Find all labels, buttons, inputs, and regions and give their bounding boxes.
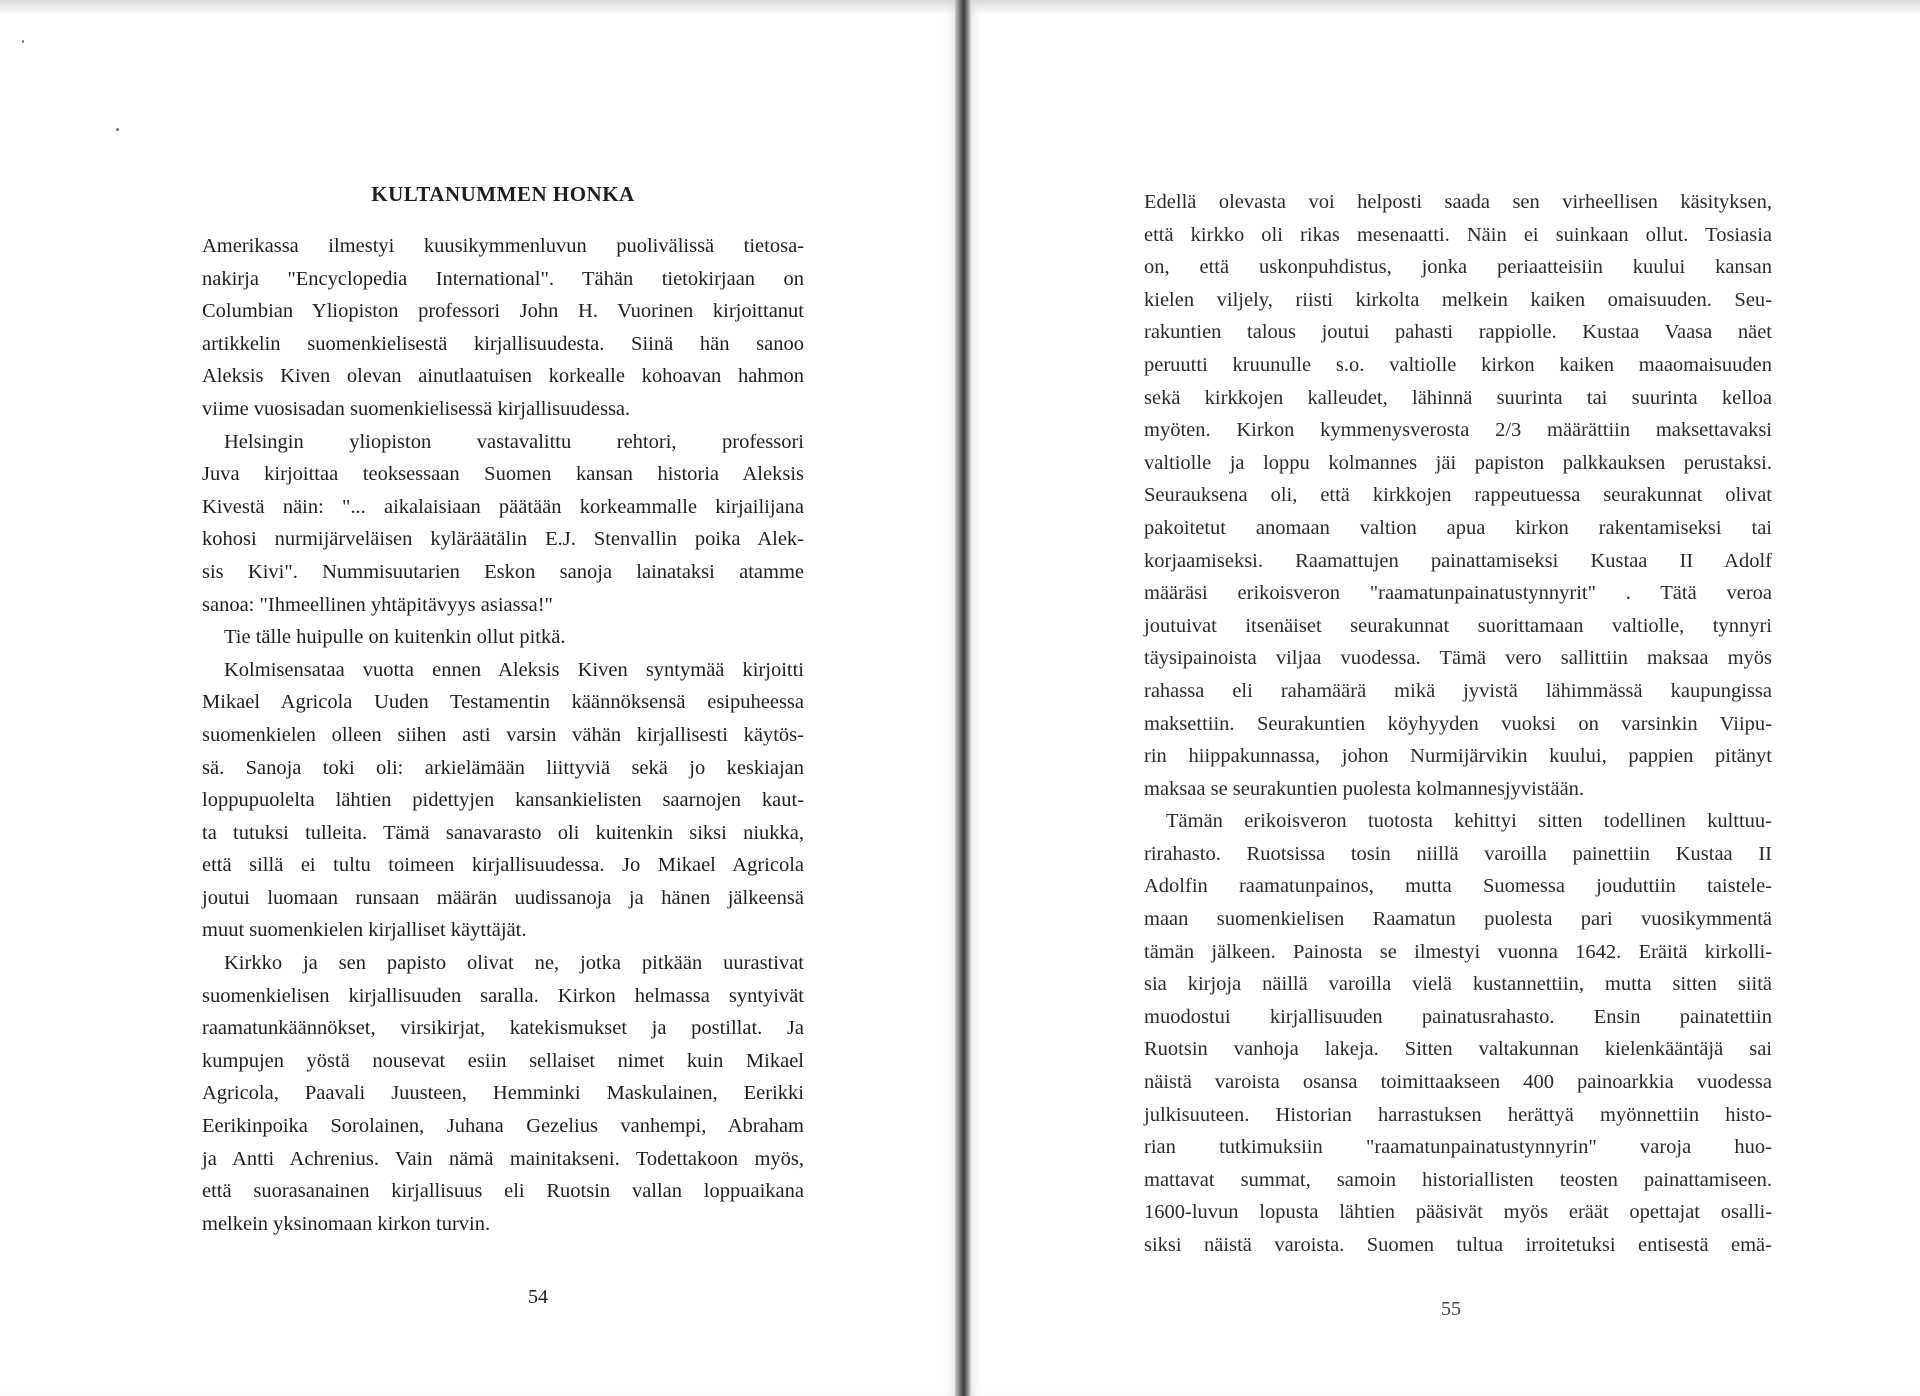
text-line: Helsingin yliopiston vastavalittu rehtori, professori (224, 430, 804, 453)
text-line: rin hiippakunnassa, johon Nurmijärvikin kuului, pappien pitänyt (1144, 745, 1772, 768)
text-line: Eerikinpoika Sorolainen, Juhana Gezelius vanhempi, Abraham (202, 1115, 804, 1138)
text-line: määräsi erikoisveron "raamatunpainatustynnyrit" . Tätä veroa (1144, 582, 1772, 605)
text-line: rian tutkimuksiin "raamatunpainatustynnyrin" varoja huo- (1144, 1136, 1772, 1159)
text-line: viime vuosisadan suomenkielisessä kirjallisuudessa. (202, 397, 631, 420)
text-line: täysipainoista viljaa vuodessa. Tämä vero sallittiin maksaa myös (1144, 647, 1772, 670)
text-line: että kirkko oli rikas mesenaatti. Näin ei suinkaan ollut. Tosiasia (1144, 223, 1772, 246)
text-line: loppupuolelta lähtien pidettyjen kansankielisten saarnojen kaut- (202, 789, 804, 812)
text-line: sia kirjoja näillä varoilla vielä kustannettiin, mutta sitten siitä (1144, 973, 1772, 996)
text-line: Tämän erikoisveron tuotosta kehittyi sitten todellinen kulttuu- (1166, 810, 1772, 833)
text-line: rakuntien talous joutui pahasti rappiolle. Kustaa Vaasa näet (1144, 321, 1772, 344)
right-page-text (1144, 186, 1772, 1262)
text-line: valtiolle ja loppu kolmannes jäi papiston palkkauksen perustaksi. (1144, 451, 1772, 474)
text-line: Kolmisensataa vuotta ennen Aleksis Kiven syntymää kirjoitti (224, 658, 804, 681)
text-line: rirahasto. Ruotsissa tosin niillä varoilla painettiin Kustaa II (1144, 842, 1772, 865)
text-line: siksi näistä varoista. Suomen tultua irroitetuksi entisestä emä- (1144, 1234, 1772, 1256)
text-line: sis Kivi". Nummisuutarien Eskon sanoja lainataksi atamme (202, 560, 804, 583)
text-line: suomenkielen olleen siihen asti varsin vähän kirjallisesti käytös- (202, 723, 804, 746)
text-line: Kivestä näin: "... aikalaisiaan päätään korkeammalle kirjailijana (202, 495, 804, 518)
text-line: Juva kirjoittaa teoksessaan Suomen kansan historia Aleksis (202, 463, 804, 486)
text-line: Amerikassa ilmestyi kuusikymmenluvun puolivälissä tietosa- (202, 235, 804, 257)
left-page-text (202, 230, 804, 1240)
text-line: 1600-luvun lopusta lähtien pääsivät myös eräät opettajat osalli- (1144, 1201, 1772, 1224)
text-line: melkein yksinomaan kirkon turvin. (202, 1212, 491, 1235)
text-line: Ruotsin vanhoja lakeja. Sitten valtakunnan kielenkääntäjä sai (1144, 1038, 1772, 1061)
text-line: joutuivat itsenäiset seurakunnat suorittamaan valtiolle, tynnyri (1144, 614, 1772, 637)
text-line: ja Antti Achrenius. Vain nämä mainitakseni. Todettakoon myös, (202, 1147, 804, 1170)
text-line: ta tutuksi tulleita. Tämä sanavarasto oli kuitenkin siksi niukka, (202, 821, 804, 844)
text-line: sanoa: "Ihmeellinen yhtäpitävyys asiassa!" (202, 593, 553, 616)
text-line: rahassa eli rahamäärä mikä jyvistä lähimmässä kaupungissa (1144, 679, 1772, 702)
text-line: artikkelin suomenkielisestä kirjallisuudesta. Siinä hän sanoo (202, 332, 804, 355)
text-line: Tie tälle huipulle on kuitenkin ollut pitkä. (224, 626, 566, 649)
text-line: Columbian Yliopiston professori John H. Vuorinen kirjoittanut (202, 300, 804, 323)
text-line: muut suomenkielen kirjalliset käyttäjät. (202, 919, 527, 942)
text-line: korjaamiseksi. Raamattujen painattamiseksi Kustaa II Adolf (1144, 549, 1772, 572)
text-line: että sillä ei tultu toimeen kirjallisuudessa. Jo Mikael Agricola (202, 854, 804, 877)
text-line: suomenkielisen kirjallisuuden saralla. Kirkon helmassa syntyivät (202, 984, 804, 1007)
page-top-shadow (0, 0, 958, 14)
text-line: Adolfin raamatunpainos, mutta Suomessa jouduttiin taistele- (1144, 875, 1772, 898)
text-line: Aleksis Kiven olevan ainutlaatuisen korkealle kohoavan hahmon (202, 365, 804, 388)
text-line: raamatunkäännökset, virsikirjat, katekismukset ja postillat. Ja (202, 1017, 804, 1040)
text-line: on, että uskonpuhdistus, jonka periaatteisiin kuului kansan (1144, 256, 1772, 279)
text-line: mattavat summat, samoin historiallisten teosten painattamiseen. (1144, 1168, 1772, 1191)
text-line: että suorasanainen kirjallisuus eli Ruotsin vallan loppuaikana (202, 1180, 804, 1203)
book-spine (955, 0, 971, 1396)
text-line: sä. Sanoja toki oli: arkielämään liittyviä sekä jo keskiajan (202, 756, 804, 779)
text-line: julkisuuteen. Historian harrastuksen herättyä myönnettiin histo- (1144, 1103, 1772, 1126)
dust-speck (116, 128, 119, 131)
text-line: Edellä olevasta voi helposti saada sen virheellisen käsityksen, (1144, 191, 1772, 213)
text-line: maksaa se seurakuntien puolesta kolmannesjyvistään. (1144, 777, 1585, 800)
text-line: nakirja "Encyclopedia International". Tähän tietokirjaan on (202, 267, 804, 290)
chapter-title: KULTANUMMEN HONKA (371, 182, 635, 206)
text-line: pakoitetut anomaan valtion apua kirkon rakentamiseksi tai (1144, 516, 1772, 539)
page-number-right: 55 (1441, 1298, 1461, 1320)
page-number-left: 54 (528, 1286, 548, 1308)
text-line: tämän jälkeen. Painosta se ilmestyi vuonna 1642. Eräitä kirkolli- (1144, 940, 1772, 963)
text-line: kumpujen yöstä nousevat esiin sellaiset nimet kuin Mikael (202, 1049, 804, 1072)
page-top-shadow (968, 0, 1920, 14)
text-line: myöten. Kirkon kymmenysverosta 2/3 määrättiin maksettavaksi (1144, 419, 1772, 442)
text-line: Kirkko ja sen papisto olivat ne, jotka pitkään uurastivat (224, 952, 804, 975)
dust-speck (22, 40, 24, 43)
text-line: maksettiin. Seurakuntien köyhyyden vuoksi on varsinkin Viipu- (1144, 712, 1772, 735)
text-line: maan suomenkielisen Raamatun puolesta pari vuosikymmentä (1144, 908, 1772, 931)
text-line: kielen viljely, riisti kirkolta melkein kaiken omaisuuden. Seu- (1144, 288, 1772, 311)
text-line: sekä kirkkojen kalleudet, lähinnä suurinta tai suurinta kelloa (1144, 386, 1772, 409)
text-line: Mikael Agricola Uuden Testamentin käännöksensä esipuheessa (202, 691, 804, 714)
text-line: näistä varoista osansa toimittaakseen 400 painoarkkia vuodessa (1144, 1071, 1772, 1094)
text-line: joutui luomaan runsaan määrän uudissanoja ja hänen jälkeensä (202, 886, 804, 909)
text-line: peruutti kruunulle s.o. valtiolle kirkon kaiken maaomaisuuden (1144, 353, 1772, 376)
text-line: Agricola, Paavali Juusteen, Hemminki Maskulainen, Eerikki (202, 1082, 804, 1105)
text-line: kohosi nurmijärveläisen kyläräätälin E.J. Stenvallin poika Alek- (202, 528, 804, 551)
text-line: Seurauksena oli, että kirkkojen rappeutuessa seurakunnat olivat (1144, 484, 1772, 507)
text-line: muodostui kirjallisuuden painatusrahasto. Ensin painatettiin (1144, 1005, 1772, 1028)
